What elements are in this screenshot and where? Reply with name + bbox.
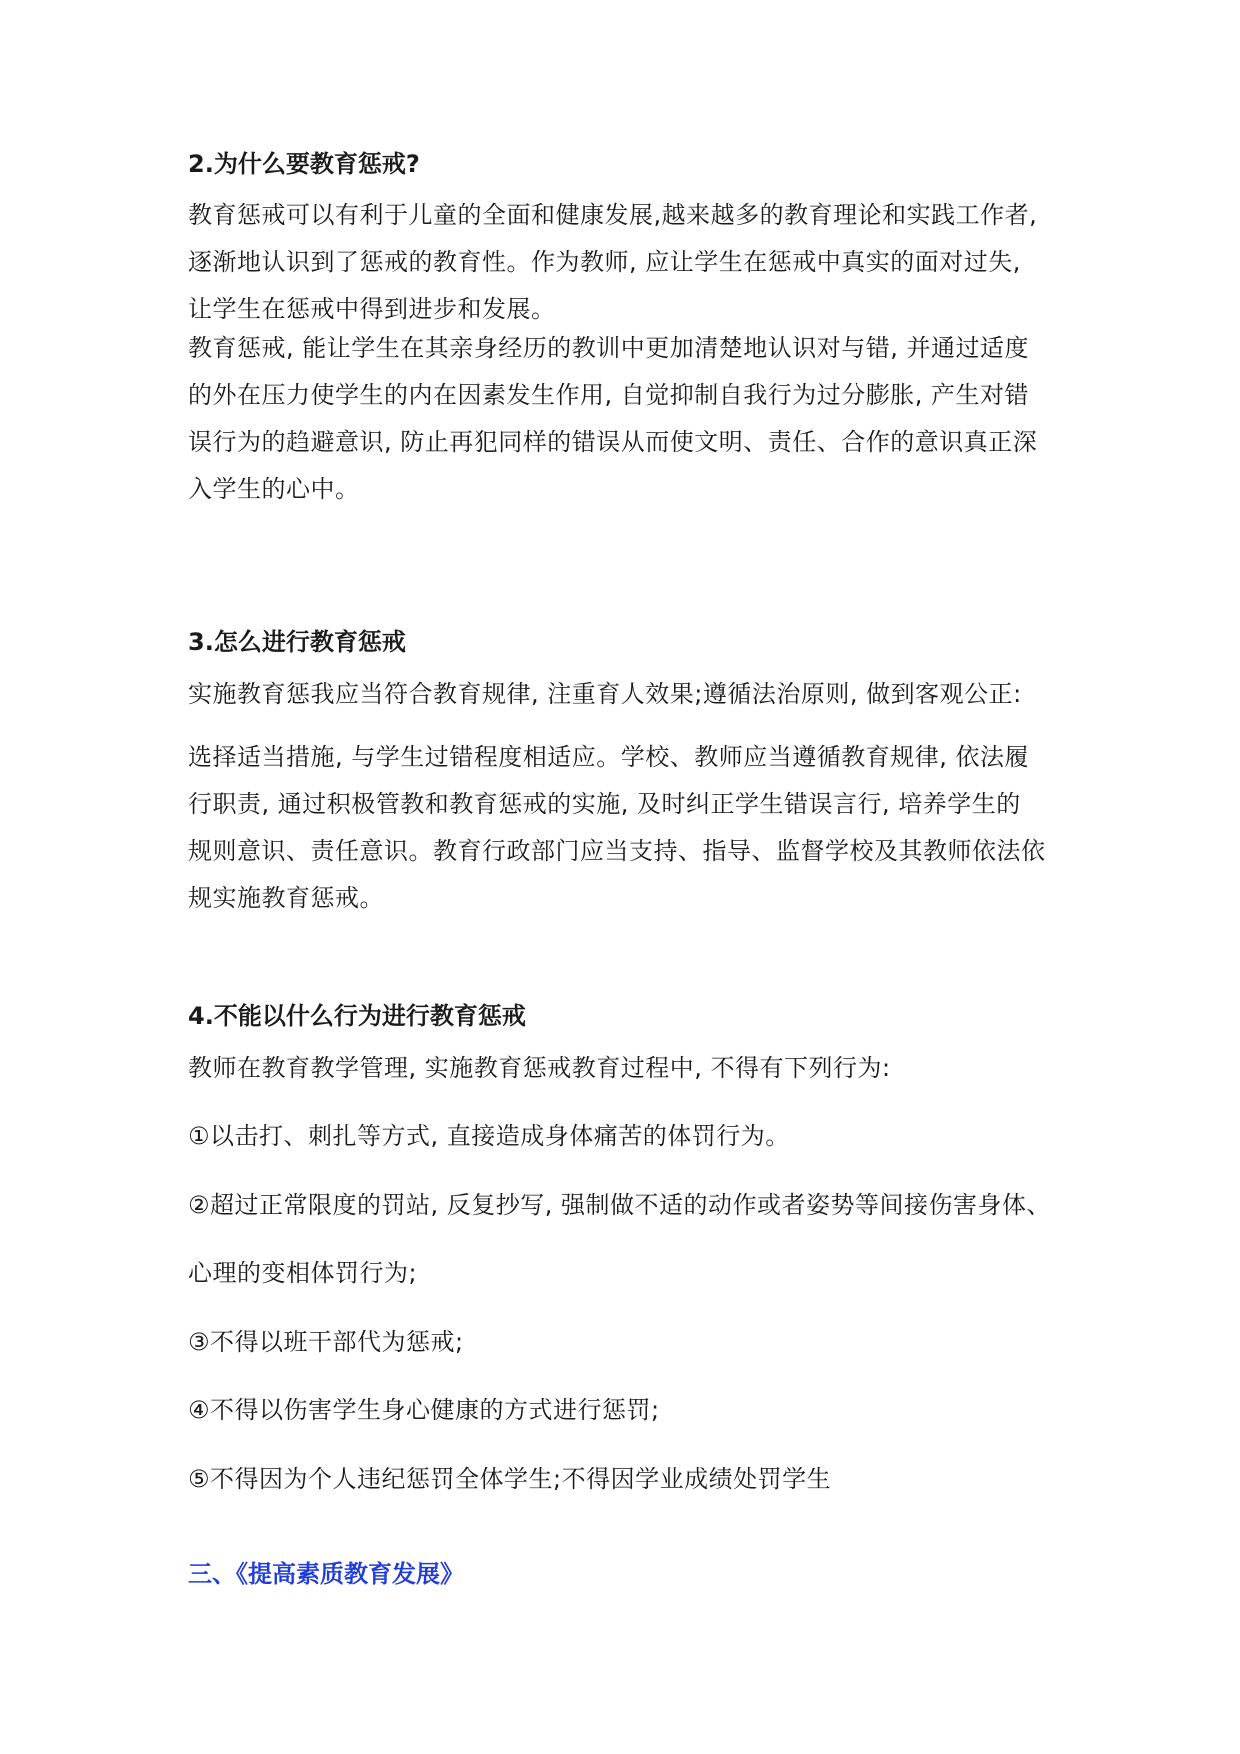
section-2-heading: 2.为什么要教育惩戒? (188, 150, 420, 178)
text-line: 教育惩戒, 能让学生在其亲身经历的教训中更加清楚地认识对与错, 并通过适度 (188, 334, 1030, 362)
text-line: 让学生在惩戒中得到进步和发展。 (188, 295, 556, 323)
text-line: 误行为的趋避意识, 防止再犯同样的错误从而使文明、责任、合作的意识真正深 (188, 428, 1038, 456)
section-3-heading: 3.怎么进行教育惩戒 (188, 628, 406, 656)
text-line: 规实施教育惩戒。 (188, 884, 384, 912)
section-4-heading: 4.不能以什么行为进行教育惩戒 (188, 1002, 526, 1030)
next-section-heading: 三、《提高素质教育发展》 (188, 1560, 464, 1588)
text-line: 行职责, 通过积极管教和教育惩戒的实施, 及时纠正学生错误言行, 培养学生的 (188, 790, 1021, 818)
list-item: ④不得以伤害学生身心健康的方式进行惩罚; (188, 1396, 660, 1424)
section-2-paragraph-1 (188, 192, 1037, 333)
list-item: ①以击打、刺扎等方式, 直接造成身体痛苦的体罚行为。 (188, 1122, 790, 1150)
list-item: ③不得以班干部代为惩戒; (188, 1328, 464, 1356)
text-line: 教育惩戒可以有利于儿童的全面和健康发展,越来越多的教育理论和实践工作者, (188, 201, 1038, 229)
text-line: 的外在压力使学生的内在因素发生作用, 自觉抑制自我行为过分膨胀, 产生对错 (188, 381, 1030, 409)
text-line: 规则意识、责任意识。教育行政部门应当支持、指导、监督学校及其教师依法依 (188, 837, 1046, 865)
section-3-paragraph-1: 实施教育惩我应当符合教育规律, 注重育人效果;遵循法治原则, 做到客观公正: (188, 680, 1022, 708)
text-line: 入学生的心中。 (188, 475, 360, 503)
list-item: ⑤不得因为个人违纪惩罚全体学生;不得因学业成绩处罚学生 (188, 1465, 832, 1493)
text-line: 逐渐地认识到了惩戒的教育性。作为教师, 应让学生在惩戒中真实的面对过失, (188, 248, 1021, 276)
text-line: 选择适当措施, 与学生过错程度相适应。学校、教师应当遵循教育规律, 依法履 (188, 743, 1030, 771)
section-2-paragraph-2 (188, 325, 1037, 513)
section-3-paragraph-2 (188, 734, 1046, 922)
list-item-continuation: 心理的变相体罚行为; (188, 1259, 418, 1287)
list-item: ②超过正常限度的罚站, 反复抄写, 强制做不适的动作或者姿势等间接伤害身体、 (188, 1191, 1052, 1219)
section-4-intro: 教师在教育教学管理, 实施教育惩戒教育过程中, 不得有下列行为: (188, 1054, 891, 1082)
